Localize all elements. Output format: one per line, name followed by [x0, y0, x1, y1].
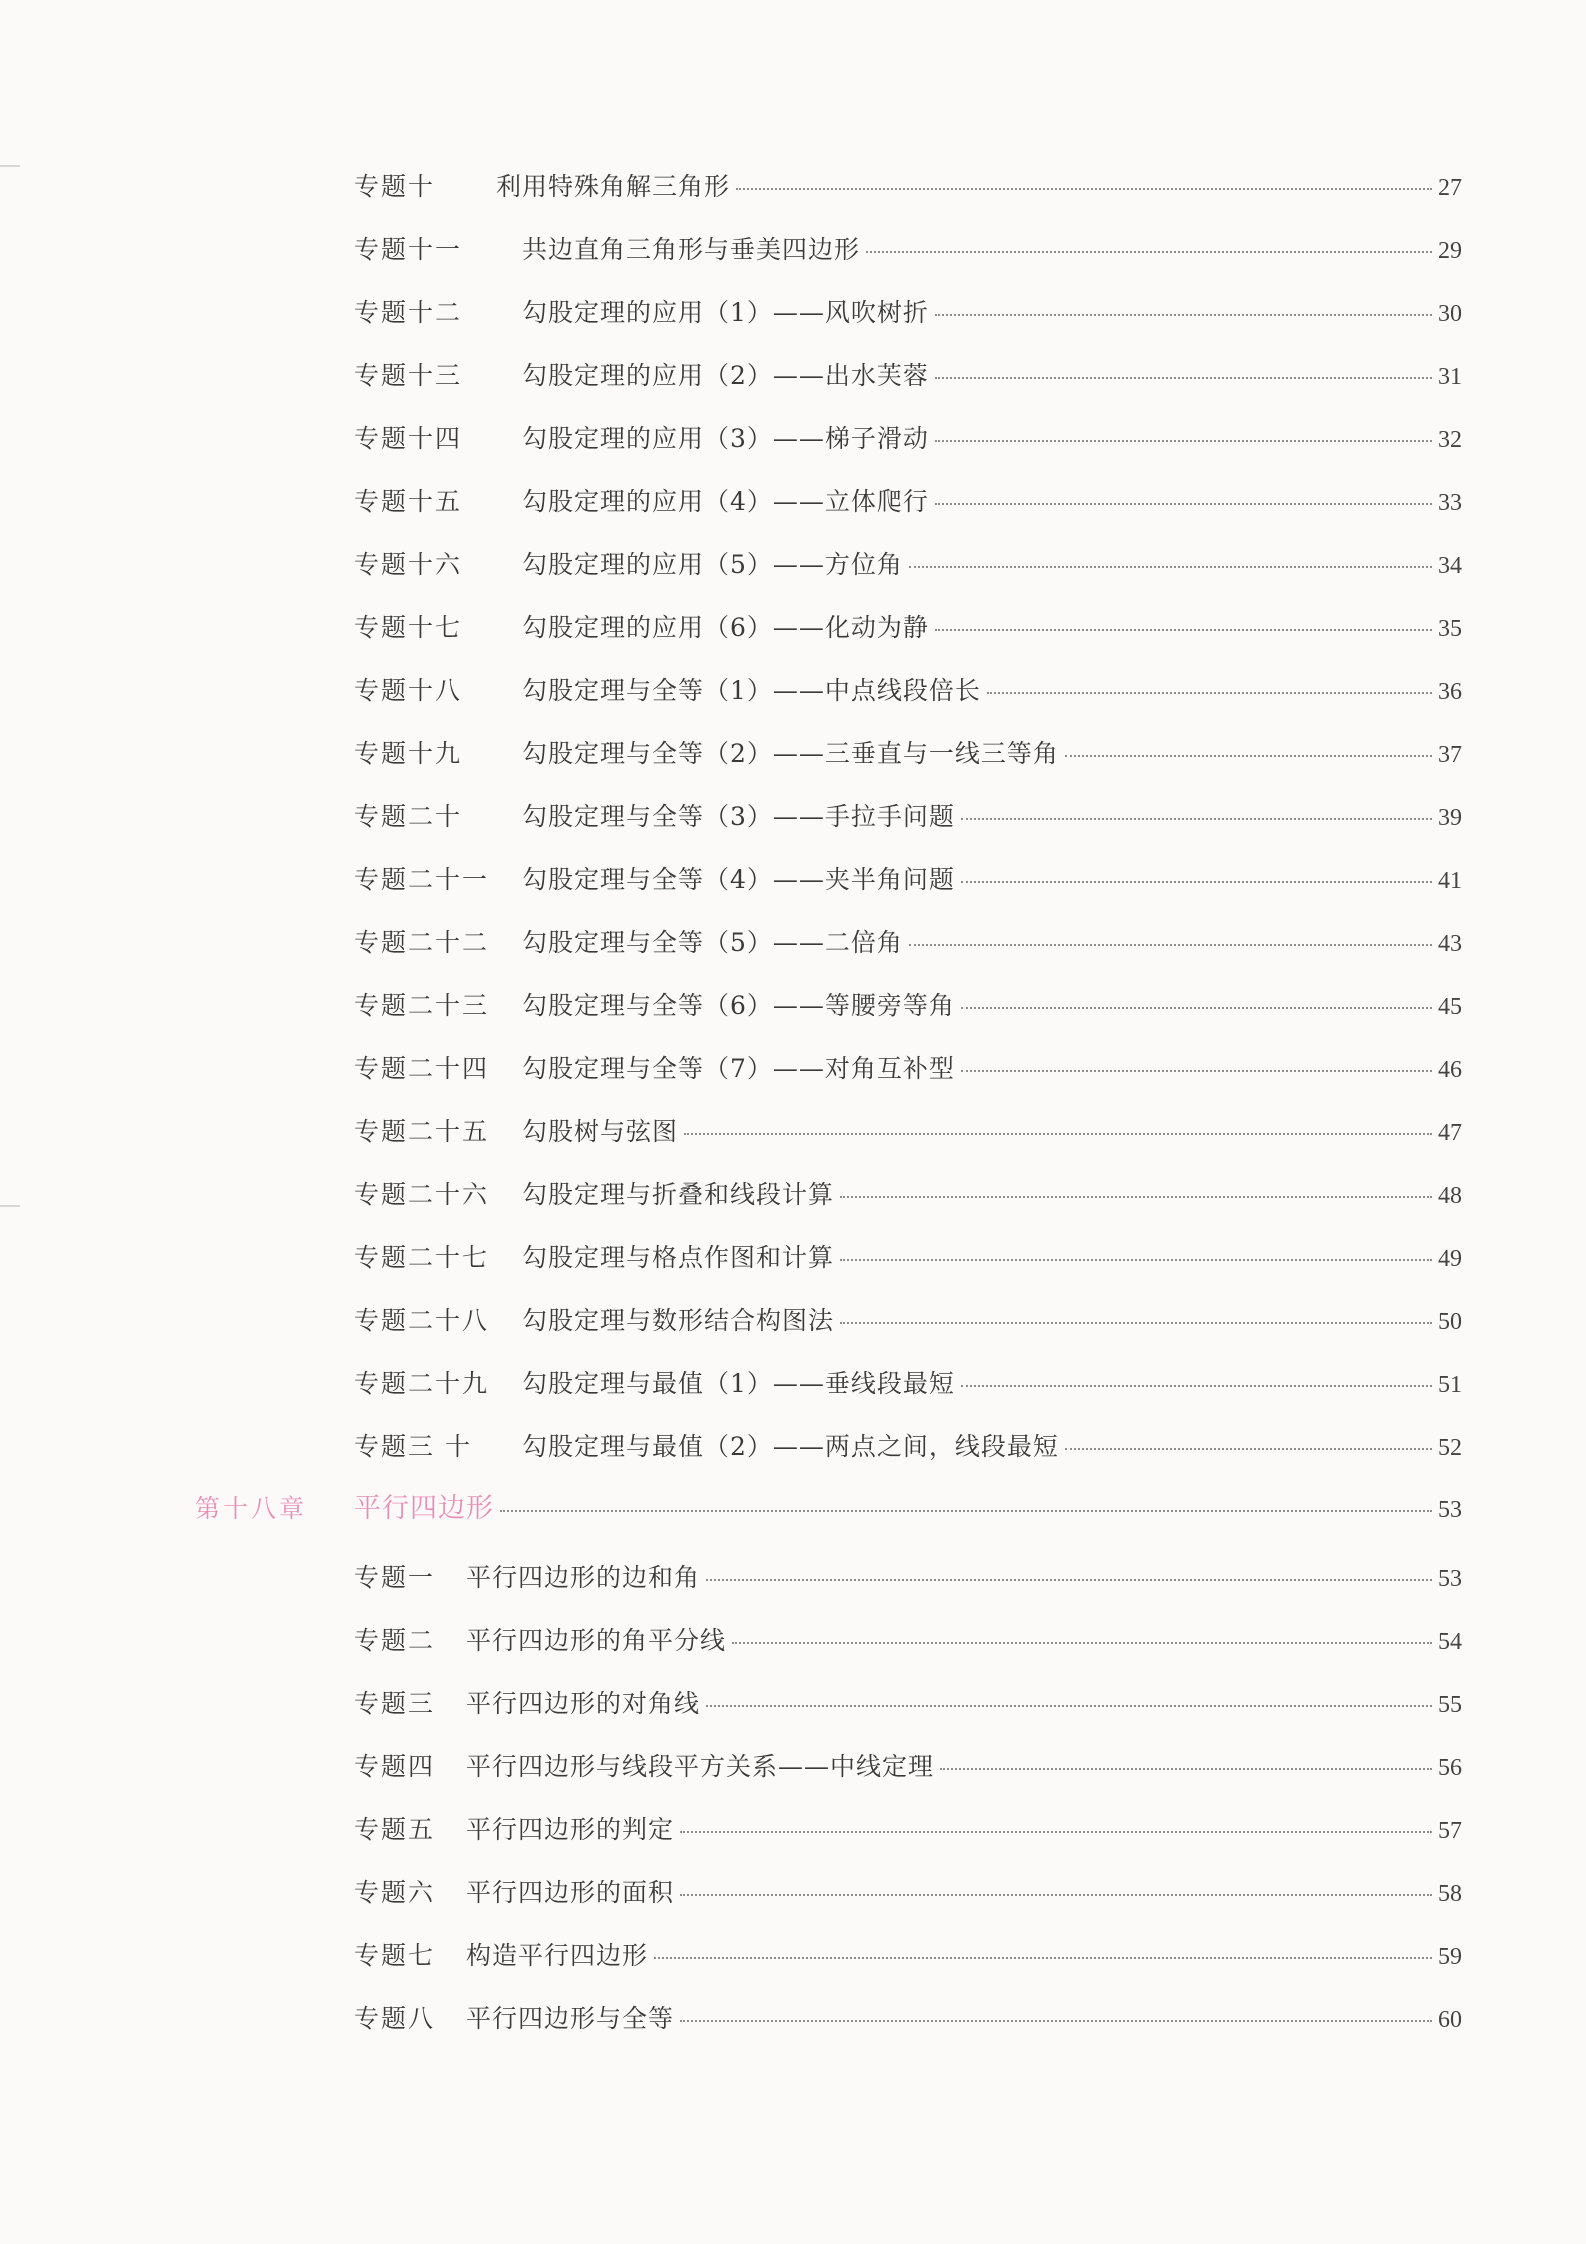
toc-entry-number: 专题二 [354, 1626, 436, 1655]
toc-entry [354, 1178, 1462, 1213]
dot-leader [1065, 755, 1432, 757]
toc-entry-number: 专题七 [354, 1941, 436, 1970]
toc-entry-page: 53 [1438, 1566, 1462, 1592]
dot-leader [961, 881, 1432, 883]
dot-leader [987, 692, 1432, 694]
toc-entry-page: 56 [1438, 1755, 1462, 1781]
toc-entry [354, 674, 1462, 709]
dot-leader [935, 503, 1432, 505]
dot-leader [684, 1133, 1432, 1135]
toc-entry-title: 勾股定理与折叠和线段计算 [522, 1180, 835, 1209]
toc-entry-number: 专题三 十 [354, 1432, 472, 1461]
toc-entry-title: 勾股定理与全等（5）——二倍角 [522, 928, 903, 957]
toc-entry-title: 共边直角三角形与垂美四边形 [522, 235, 861, 264]
dot-leader [940, 1768, 1432, 1770]
toc-entry-title: 利用特殊角解三角形 [496, 172, 731, 201]
toc-entry-number: 专题十九 [354, 739, 463, 768]
toc-entry [354, 1115, 1462, 1150]
dot-leader [706, 1579, 1432, 1581]
toc-entry-title: 平行四边形的角平分线 [466, 1626, 727, 1655]
toc-entry-title: 勾股定理与最值（2）——两点之间，线段最短 [522, 1432, 1059, 1461]
toc-entry-title: 勾股定理与全等（4）——夹半角问题 [522, 865, 955, 894]
toc-entry-page: 31 [1438, 364, 1462, 390]
dot-leader [909, 944, 1432, 946]
toc-entry-title: 勾股定理与数形结合构图法 [522, 1306, 835, 1335]
toc-entry-page: 47 [1438, 1120, 1462, 1146]
toc-entry-title: 勾股树与弦图 [522, 1117, 679, 1146]
toc-entry-title: 勾股定理的应用（5）——方位角 [522, 550, 903, 579]
toc-entry-title: 勾股定理与全等（3）——手拉手问题 [522, 802, 955, 831]
toc-entry-number: 专题二十九 [354, 1369, 490, 1398]
toc-entry-page: 52 [1438, 1435, 1462, 1461]
toc-entry-number: 专题二十八 [354, 1306, 490, 1335]
toc-entry-title: 平行四边形与全等 [466, 2004, 675, 2033]
scan-edge-mark [0, 165, 20, 167]
toc-entry-title: 勾股定理与最值（1）——垂线段最短 [522, 1369, 955, 1398]
toc-entry [354, 422, 1462, 457]
toc-entry-page: 43 [1438, 931, 1462, 957]
toc-entry-title: 平行四边形的对角线 [466, 1689, 701, 1718]
toc-entry-title: 勾股定理与全等（7）——对角互补型 [522, 1054, 955, 1083]
toc-entry-title: 勾股定理与全等（1）——中点线段倍长 [522, 676, 981, 705]
toc-entry [354, 1430, 1462, 1465]
toc-entry-number: 专题十四 [354, 424, 463, 453]
dot-leader [935, 377, 1432, 379]
toc-entry [354, 233, 1462, 268]
toc-entry-number: 专题二十七 [354, 1243, 490, 1272]
toc-entry [354, 1876, 1462, 1911]
toc-entry [354, 800, 1462, 835]
toc-chapter-heading [195, 1492, 1462, 1527]
dot-leader [706, 1705, 1432, 1707]
toc-entry-title: 勾股定理的应用（1）——风吹树折 [522, 298, 929, 327]
toc-entry-page: 48 [1438, 1183, 1462, 1209]
toc-entry-number: 专题十七 [354, 613, 463, 642]
dot-leader [680, 1894, 1432, 1896]
toc-entry-page: 30 [1438, 301, 1462, 327]
toc-entry [354, 926, 1462, 961]
toc-entry-title: 勾股定理与全等（2）——三垂直与一线三等角 [522, 739, 1059, 768]
toc-entry-page: 59 [1438, 1944, 1462, 1970]
dot-leader [935, 629, 1432, 631]
toc-entry-title: 勾股定理的应用（3）——梯子滑动 [522, 424, 929, 453]
toc-entry [354, 1241, 1462, 1276]
toc-entry-title: 平行四边形的边和角 [466, 1563, 701, 1592]
toc-entry [354, 1561, 1462, 1596]
toc-entry-number: 专题十一 [354, 235, 463, 264]
dot-leader [736, 188, 1432, 190]
toc-entry-page: 27 [1438, 175, 1462, 201]
toc-entry [354, 737, 1462, 772]
toc-entry-number: 专题十五 [354, 487, 463, 516]
toc-entry-title: 平行四边形的面积 [466, 1878, 675, 1907]
toc-entry-number: 专题五 [354, 1815, 436, 1844]
toc-entry-title: 平行四边形的判定 [466, 1815, 675, 1844]
toc-entry [354, 1939, 1462, 1974]
toc-entry [354, 2002, 1462, 2037]
toc-entry-page: 29 [1438, 238, 1462, 264]
toc-entry-number: 专题六 [354, 1878, 436, 1907]
toc-entry [354, 611, 1462, 646]
toc-entry-page: 39 [1438, 805, 1462, 831]
toc-entry-number: 专题二十一 [354, 865, 490, 894]
toc-entry-number: 专题二十二 [354, 928, 490, 957]
toc-entry [354, 1304, 1462, 1339]
toc-entry-page: 37 [1438, 742, 1462, 768]
dot-leader [935, 314, 1432, 316]
toc-entry-number: 专题十三 [354, 361, 463, 390]
dot-leader [840, 1259, 1432, 1261]
toc-entry-number: 专题十二 [354, 298, 463, 327]
toc-entry [354, 1687, 1462, 1722]
toc-entry-number: 专题二十三 [354, 991, 490, 1020]
toc-entry-title: 勾股定理的应用（4）——立体爬行 [522, 487, 929, 516]
dot-leader [1065, 1448, 1432, 1450]
dot-leader [961, 818, 1432, 820]
toc-entry-number: 专题十八 [354, 676, 463, 705]
dot-leader [866, 251, 1432, 253]
toc-entry-page: 58 [1438, 1881, 1462, 1907]
toc-entry-number: 专题十六 [354, 550, 463, 579]
toc-entry-page: 57 [1438, 1818, 1462, 1844]
toc-entry-number: 专题八 [354, 2004, 436, 2033]
dot-leader [840, 1196, 1432, 1198]
toc-entry-number: 专题十 [354, 172, 436, 201]
toc-entry [354, 863, 1462, 898]
dot-leader [961, 1385, 1432, 1387]
scan-edge-mark [0, 1205, 20, 1207]
toc-entry [354, 485, 1462, 520]
chapter-page: 53 [1438, 1497, 1462, 1523]
toc-entry-number: 专题二十六 [354, 1180, 490, 1209]
dot-leader [654, 1957, 1432, 1959]
dot-leader [500, 1510, 1432, 1512]
dot-leader [961, 1070, 1432, 1072]
toc-entry-number: 专题三 [354, 1689, 436, 1718]
toc-entry [354, 359, 1462, 394]
toc-entry-number: 专题二十五 [354, 1117, 490, 1146]
toc-entry-title: 勾股定理与全等（6）——等腰旁等角 [522, 991, 955, 1020]
toc-entry-number: 专题二十四 [354, 1054, 490, 1083]
toc-entry [354, 1813, 1462, 1848]
dot-leader [680, 2020, 1432, 2022]
toc-entry-page: 45 [1438, 994, 1462, 1020]
toc-entry-page: 35 [1438, 616, 1462, 642]
toc-entry [354, 1052, 1462, 1087]
toc-entry [354, 548, 1462, 583]
toc-entry-page: 55 [1438, 1692, 1462, 1718]
toc-entry-page: 50 [1438, 1309, 1462, 1335]
toc-entry-page: 41 [1438, 868, 1462, 894]
dot-leader [909, 566, 1432, 568]
toc-entry-number: 专题一 [354, 1563, 436, 1592]
toc-entry [354, 989, 1462, 1024]
toc-entry [354, 1367, 1462, 1402]
toc-entry [354, 170, 1462, 205]
toc-entry-page: 51 [1438, 1372, 1462, 1398]
toc-entry-page: 33 [1438, 490, 1462, 516]
toc-entry-number: 专题二十 [354, 802, 463, 831]
chapter-number: 第十八章 [195, 1494, 308, 1523]
toc-entry-page: 46 [1438, 1057, 1462, 1083]
dot-leader [935, 440, 1432, 442]
dot-leader [680, 1831, 1432, 1833]
chapter-title: 平行四边形 [354, 1493, 494, 1524]
toc-entry-page: 32 [1438, 427, 1462, 453]
toc-entry-title: 勾股定理的应用（2）——出水芙蓉 [522, 361, 929, 390]
toc-entry-title: 勾股定理与格点作图和计算 [522, 1243, 835, 1272]
toc-entry-title: 构造平行四边形 [466, 1941, 649, 1970]
toc-entry-page: 49 [1438, 1246, 1462, 1272]
toc-entry-page: 54 [1438, 1629, 1462, 1655]
toc-entry [354, 1624, 1462, 1659]
toc-entry-page: 34 [1438, 553, 1462, 579]
toc-entry [354, 296, 1462, 331]
dot-leader [840, 1322, 1432, 1324]
toc-entry-page: 60 [1438, 2007, 1462, 2033]
toc-entry-page: 36 [1438, 679, 1462, 705]
toc-entry-number: 专题四 [354, 1752, 436, 1781]
toc-entry-title: 平行四边形与线段平方关系——中线定理 [466, 1752, 935, 1781]
toc-entry [354, 1750, 1462, 1785]
dot-leader [961, 1007, 1432, 1009]
toc-entry-title: 勾股定理的应用（6）——化动为静 [522, 613, 929, 642]
dot-leader [732, 1642, 1432, 1644]
